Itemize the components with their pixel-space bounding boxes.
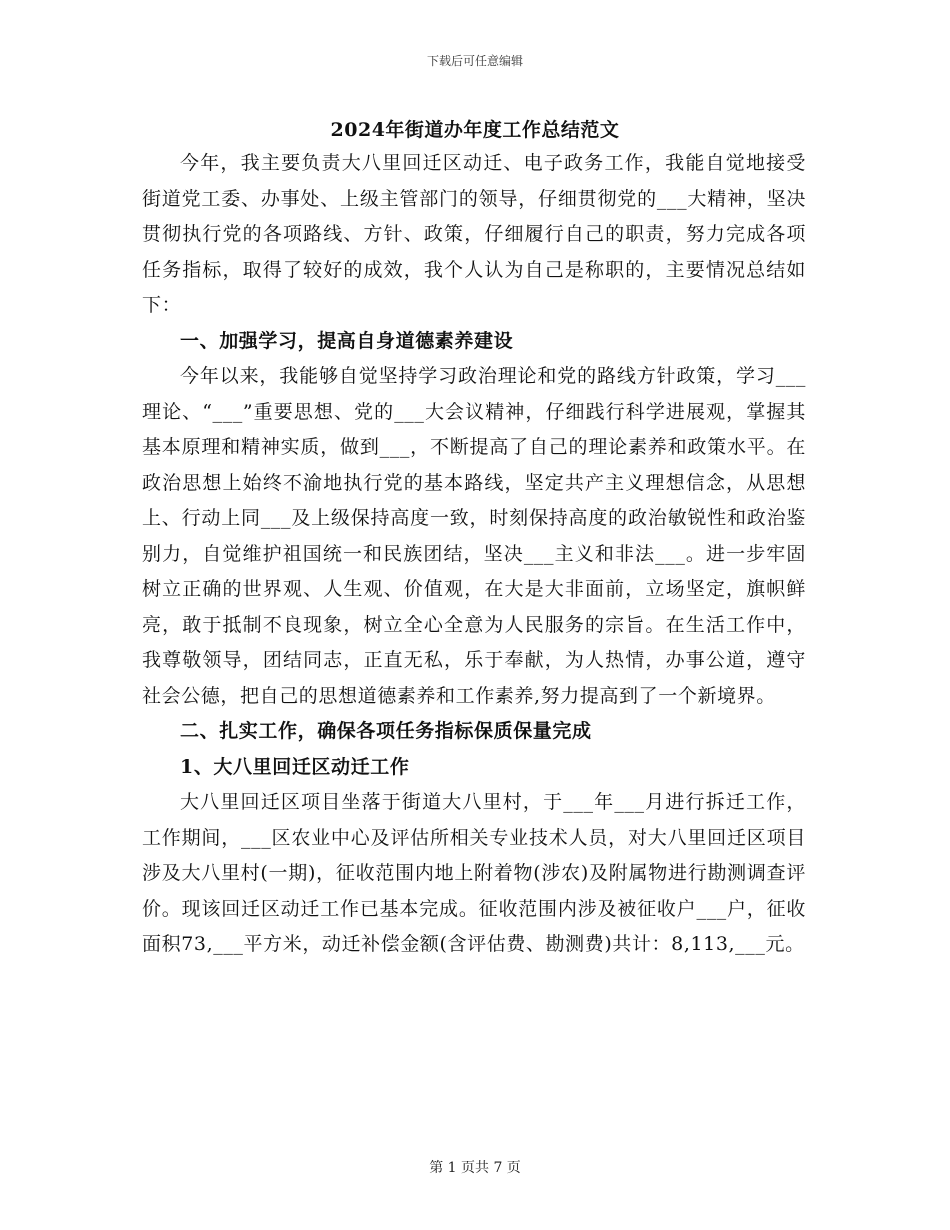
section-1-paragraph: 今年以来，我能够自觉坚持学习政治理论和党的路线方针政策，学习___理论、“___”重要思想、党的___大会议精神，仔细践行科学进展观，掌握其基本原理和精神实质，做到___，不断提高了自己的理论素养和政策水平。在政治思想上始终不渝地执行党的基本路线，坚定共产主义理想信念，从思想上、行动上同___及上级保持高度一致，时刻保持高度的政治敏锐性和政治鉴别力，自觉维护祖国统一和民族团结，坚决___主义和非法___。进一步牢固树立正确的世界观、人生观、价值观，在大是大非面前，立场坚定，旗帜鲜亮，敢于抵制不良现象，树立全心全意为人民服务的宗旨。在生活工作中，我尊敬领导，团结同志，正直无私，乐于奉献，为人热情，办事公道，遵守社会公德，把自己的思想道德素养和工作素养,努力提高到了一个新境界。: [142, 365, 806, 707]
subsection-1-paragraph: 大八里回迁区项目坐落于街道大八里村，于___年___月进行拆迁工作，工作期间，___区农业中心及评估所相关专业技术人员，对大八里回迁区项目涉及大八里村(一期)，征收范围内地上附着物(涉农)及附属物进行勘测调查评价。现该回迁区动迁工作已基本完成。征收范围内涉及被征收户___户，征收面积73,___平方米，动迁补偿金额(含评估费、勘测费)共计：8,113,___元。: [142, 791, 806, 955]
page-header-note: 下载后可任意编辑: [426, 54, 523, 68]
section-1-heading: 一、加强学习，提高自身道德素养建设: [180, 329, 514, 352]
section-2-heading: 二、扎实工作，确保各项任务指标保质保量完成: [180, 720, 592, 742]
subsection-1-heading: 1、大八里回迁区动迁工作: [180, 755, 410, 778]
document-title: 2024年街道办年度工作总结范文: [330, 119, 620, 141]
page-number-footer: 第 1 页共 7 页: [429, 1160, 521, 1176]
intro-paragraph: 今年，我主要负责大八里回迁区动迁、电子政务工作，我能自觉地接受街道党工委、办事处、上级主管部门的领导，仔细贯彻党的___大精神，坚决贯彻执行党的各项路线、方针、政策，仔细履行自己的职责，努力完成各项任务指标，取得了较好的成效，我个人认为自己是称职的，主要情况总结如下：: [142, 152, 806, 316]
document-body: [142, 146, 806, 963]
